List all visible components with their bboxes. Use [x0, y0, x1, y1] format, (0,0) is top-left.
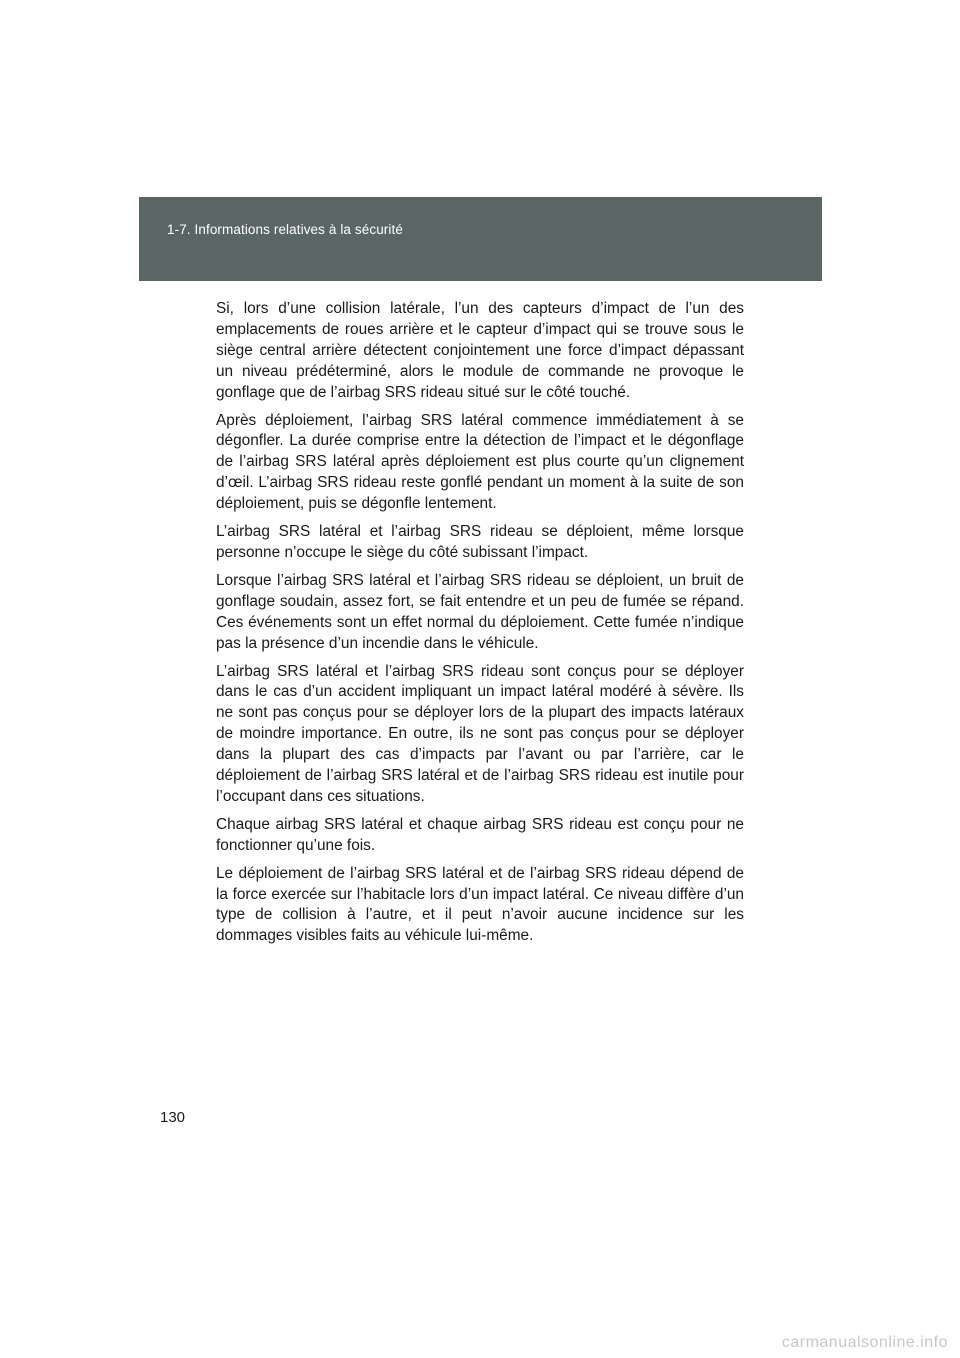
- page-number: 130: [160, 1109, 186, 1126]
- section-header-band: [139, 197, 822, 281]
- paragraph-7: Le déploiement de l’airbag SRS latéral et de l’airbag SRS rideau dépend de la force exercée sur l’habitacle lors d’un impact latéral. Ce niveau diffère d’un type de collision à l’autre, et il peut n’avoir aucune incidence sur les dommages visibles faits au véhicule lui-même.: [216, 864, 744, 945]
- paragraph-4: Lorsque l’airbag SRS latéral et l’airbag SRS rideau se déploient, un bruit de gonflage soudain, assez fort, se fait entendre et un peu de fumée se répand. Ces événements sont un effet normal du déploiement. Cette fumée n’indique pas la présence d’un incendie dans le véhicule.: [216, 571, 744, 652]
- paragraph-1: Si, lors d’une collision latérale, l’un des capteurs d’impact de l’un des emplacements de roues arrière et le capteur d’impact qui se trouve sous le siège central arrière détectent conjointement une force d’impact dépassant un niveau prédéterminé, alors le module de commande ne provoque le gonflage que de l’airbag SRS rideau situé sur le côté touché.: [216, 300, 744, 401]
- paragraph-5: L’airbag SRS latéral et l’airbag SRS rideau sont conçus pour se déployer dans le cas d’un accident impliquant un impact latéral modéré à sévère. Ils ne sont pas conçus pour se déployer lors de la plupart des impacts latéraux de moindre importance. En outre, ils ne sont pas conçus pour se déployer dans la plupart des cas d’impacts par l’avant ou par l’arrière, car le déploiement de l’airbag SRS latéral et de l’airbag SRS rideau est inutile pour l’occupant dans ces situations.: [216, 662, 744, 805]
- paragraph-3: L’airbag SRS latéral et l’airbag SRS rideau se déploient, même lorsque personne n’occupe le siège du côté subissant l’impact.: [216, 523, 744, 561]
- paragraph-2: Après déploiement, l’airbag SRS latéral commence immédiatement à se dégonfler. La durée comprise entre la détection de l’impact et le dégonflage de l’airbag SRS latéral après déploiement est plus courte qu’un clignement d’œil. L’airbag SRS rideau reste gonflé pendant un moment à la suite de son déploiement, puis se dégonfle lentement.: [216, 411, 744, 513]
- body-text: [216, 299, 744, 954]
- section-title: 1-7. Informations relatives à la sécurité: [167, 222, 403, 237]
- paragraph-6: Chaque airbag SRS latéral et chaque airbag SRS rideau est conçu pour ne fonctionner qu’une fois.: [216, 815, 744, 854]
- watermark: carmanualsonline.info: [781, 1334, 948, 1351]
